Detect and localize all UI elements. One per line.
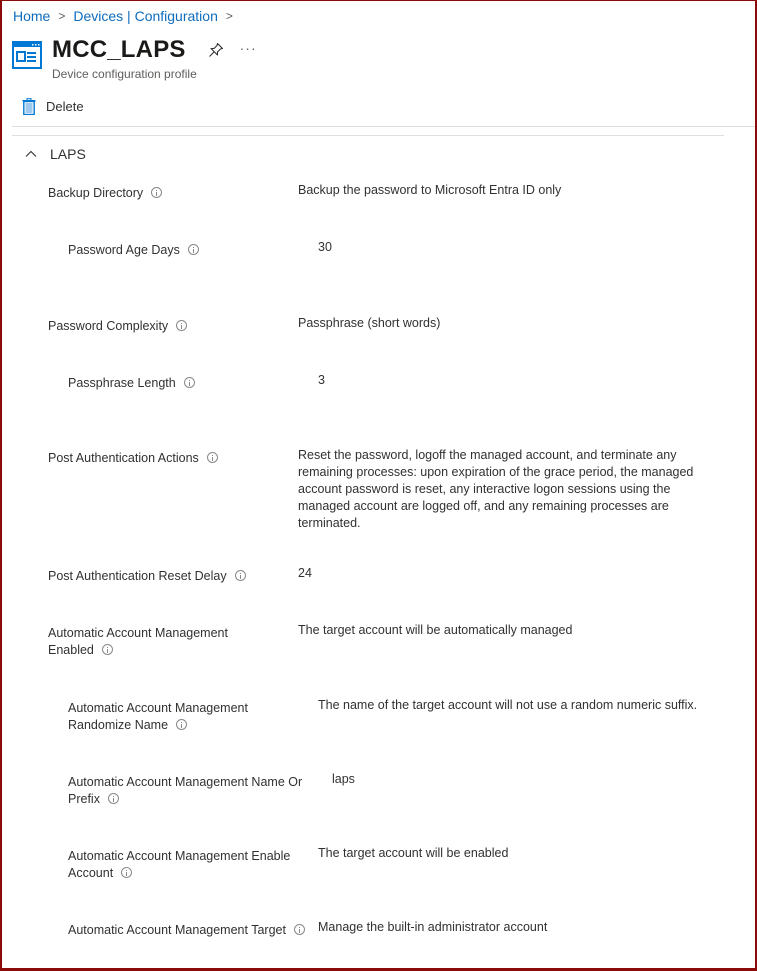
delete-button[interactable] — [22, 98, 84, 115]
page-header — [12, 35, 257, 81]
chevron-up-icon — [25, 148, 37, 160]
setting-value: Manage the built-in administrator account — [318, 920, 548, 934]
info-icon[interactable] — [207, 452, 218, 463]
setting-label: Automatic Account Management Name Or Prefix — [68, 775, 303, 806]
setting-label: Password Complexity — [48, 318, 278, 335]
setting-value: 3 — [318, 373, 325, 387]
toolbar-divider — [12, 126, 755, 127]
info-icon[interactable] — [294, 924, 305, 935]
info-icon[interactable] — [121, 867, 132, 878]
setting-value: The target account will be enabled — [318, 846, 509, 860]
breadcrumb-home[interactable]: Home — [13, 8, 51, 24]
setting-value: laps — [332, 772, 355, 786]
breadcrumb-devices-configuration[interactable]: Devices | Configuration — [73, 8, 218, 24]
content-divider — [12, 135, 724, 136]
setting-value: Passphrase (short words) — [298, 316, 441, 330]
page-subtitle: Device configuration profile — [52, 67, 197, 81]
setting-value: 24 — [298, 566, 312, 580]
info-icon[interactable] — [102, 644, 113, 655]
trash-icon — [22, 98, 36, 115]
setting-value: The target account will be automatically managed — [298, 623, 573, 637]
setting-value: Backup the password to Microsoft Entra ID only — [298, 183, 562, 197]
breadcrumb — [13, 8, 241, 24]
setting-label: Passphrase Length — [68, 375, 288, 392]
breadcrumb-separator: > — [225, 9, 233, 23]
info-icon[interactable] — [176, 719, 187, 730]
info-icon[interactable] — [235, 570, 246, 581]
setting-label: Password Age Days — [68, 242, 288, 259]
info-icon[interactable] — [108, 793, 119, 804]
info-icon[interactable] — [188, 244, 199, 255]
setting-value: Reset the password, logoff the managed account, and terminate any remaining processes: upon expiration of the grace period, the managed account password is reset, any interactive logon sessions using the managed account are logged off, and any remaining processes are terminated. — [298, 448, 694, 530]
profile-window-icon — [12, 41, 42, 69]
setting-label: Post Authentication Actions — [48, 450, 278, 467]
section-title: LAPS — [50, 146, 86, 162]
setting-label: Automatic Account Management Randomize Name — [68, 701, 248, 732]
more-options-button[interactable]: ··· — [239, 40, 257, 56]
info-icon[interactable] — [184, 377, 195, 388]
section-header-laps[interactable] — [25, 146, 86, 162]
breadcrumb-separator: > — [58, 9, 66, 23]
page-title: MCC_LAPS — [52, 36, 186, 63]
setting-value: 30 — [318, 240, 332, 254]
setting-value: The name of the target account will not use a random numeric suffix. — [318, 698, 698, 712]
pin-icon[interactable] — [208, 42, 224, 58]
delete-label: Delete — [46, 99, 84, 114]
info-icon[interactable] — [151, 187, 162, 198]
setting-label: Backup Directory — [48, 185, 278, 202]
setting-label: Automatic Account Management Enable Account — [68, 849, 291, 880]
info-icon[interactable] — [176, 320, 187, 331]
setting-label: Automatic Account Management Enabled — [48, 626, 228, 657]
setting-label: Automatic Account Management Target — [68, 922, 308, 939]
setting-label: Post Authentication Reset Delay — [48, 568, 288, 585]
